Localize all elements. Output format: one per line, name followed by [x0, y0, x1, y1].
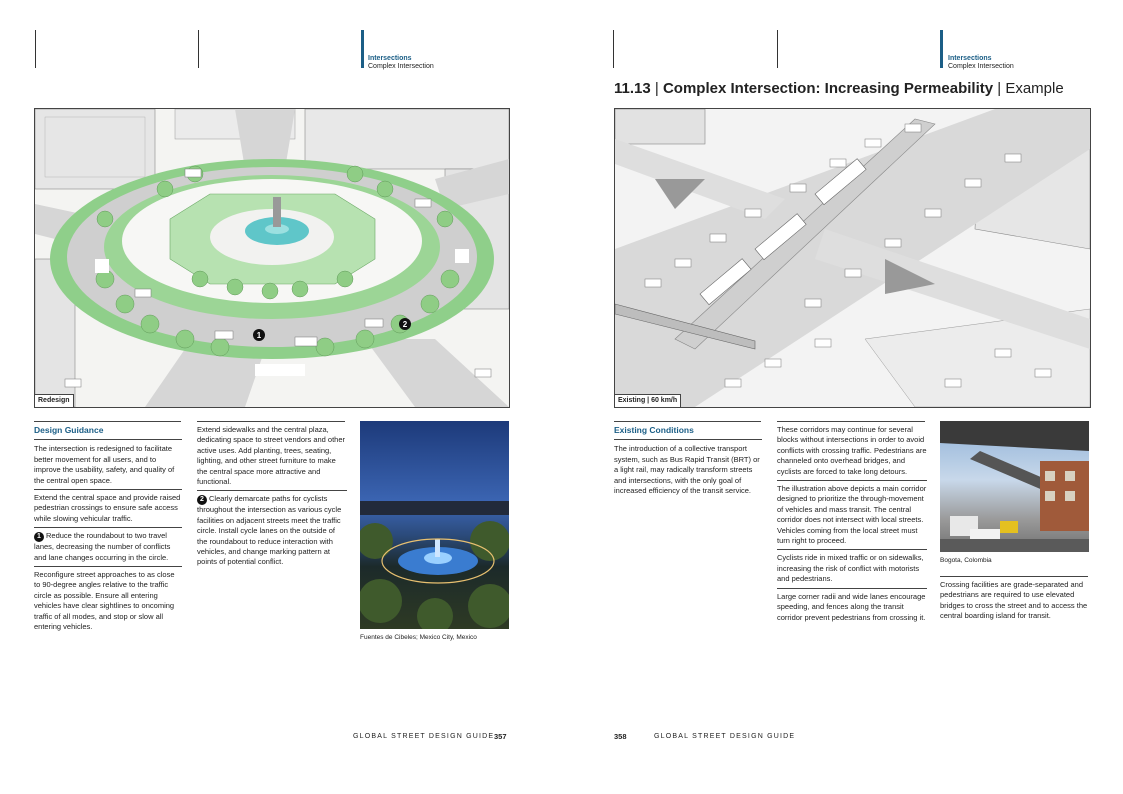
marker-2-label: 2: [402, 320, 408, 329]
existing-conditions-heading: Existing Conditions: [614, 425, 762, 440]
fountain-photo-caption: Fuentes de Cibeles; Mexico City, Mexico: [360, 634, 477, 641]
figure-tag: Existing | 60 km/h: [615, 394, 681, 407]
roundabout-drawing: [35, 109, 509, 407]
column-rule: [34, 421, 181, 422]
design-guidance-p1: The intersection is redesigned to facilitate better movement for all users, and to improve the usability, safety, and quality of the central open space.: [34, 444, 175, 485]
column-rule: [614, 421, 761, 422]
header-subsection: Complex Intersection: [948, 63, 1014, 70]
footer-title: GLOBAL STREET DESIGN GUIDE: [353, 733, 495, 740]
guidance-continued-column: [197, 425, 347, 571]
fountain-photo: [360, 421, 509, 629]
fountain-photo-art: [360, 421, 509, 629]
header-divider: [198, 30, 199, 68]
corridor-drawing: [615, 109, 1090, 407]
conditions-continued-column: [777, 425, 927, 626]
header-accent-bar: [940, 30, 943, 68]
design-guidance-p2: Extend the central space and provide raised pedestrian crossings to ensure safe access while slowing vehicular traffic.: [34, 489, 182, 527]
design-guidance-p3-text: Reduce the roundabout to two travel lanes, decreasing the number of conflicts and lane changes occurring in the circle.: [34, 531, 171, 562]
header-divider: [35, 30, 36, 68]
page-title: 11.13 | Complex Intersection: Increasing Permeability | Example: [614, 80, 1064, 97]
guidance-p5: Extend sidewalks and the central plaza, dedicating space to street vendors and other active uses. Add planting, trees, seating, lighting, and other street furniture to make the central space more attractive and functional.: [197, 425, 346, 487]
bridge-photo: [940, 421, 1089, 552]
existing-illustration: [614, 108, 1091, 408]
number-marker-1: 1: [34, 532, 44, 542]
column-rule: [197, 421, 345, 422]
header-section: Intersections: [368, 55, 412, 62]
design-guidance-p4: Reconfigure street approaches to as close to 90-degree angles relative to the traffic circle as possible. Ensure all entering vehicles have clear sightlines to oncoming traffic of all modes, and stop or slow all entering vehicles.: [34, 566, 182, 635]
existing-conditions-column: [614, 425, 762, 499]
page-number: 357: [494, 732, 507, 741]
conditions-p3: The illustration above depicts a main corridor designed to prioritize the through-movement of vehicles and mass transit. The central corridor does not intersect with local streets. Vehicles coming from the local street must turn right to proceed.: [777, 480, 927, 549]
footer-title: GLOBAL STREET DESIGN GUIDE: [654, 733, 796, 740]
design-guidance-column: [34, 425, 182, 636]
column-rule: [777, 421, 925, 422]
design-guidance-heading: Design Guidance: [34, 425, 182, 440]
title-number: 11.13: [614, 80, 651, 97]
guidance-p6: [197, 490, 347, 570]
crossing-p1: Crossing facilities are grade-separated and pedestrians are required to use elevated bridges to cross the street and to access the central boarding island for transit.: [940, 580, 1088, 621]
guidance-p6-text: Clearly demarcate paths for cyclists throughout the intersection as various cycle facilities on adjacent streets meet the traffic circle. Install cycle lanes on the outside of the roundabout to reduce interaction with vehicles, and change marking pattern at points of potential conflict.: [197, 494, 342, 567]
header-divider: [613, 30, 614, 68]
title-suffix: Example: [1005, 80, 1064, 97]
bridge-photo-art: [940, 421, 1089, 552]
existing-conditions-p1: The introduction of a collective transport system, such as Bus Rapid Transit (BRT) or a light rail, may radically transform streets and intersections, with the only goal of increased efficiency of the transit service.: [614, 444, 760, 496]
page-number: 358: [614, 732, 627, 741]
marker-1-label: 1: [256, 331, 262, 340]
title-main: Complex Intersection: Increasing Permeability: [662, 80, 994, 97]
redesign-illustration: [34, 108, 510, 408]
column-rule: [940, 576, 1088, 577]
header-accent-bar: [361, 30, 364, 68]
bridge-photo-caption: Bogota, Colombia: [940, 557, 992, 564]
conditions-p4: Cyclists ride in mixed traffic or on sidewalks, increasing the risk of conflict with motorists and pedestrians.: [777, 549, 927, 587]
design-guidance-p3: [34, 527, 182, 566]
header-divider: [777, 30, 778, 68]
header-section: Intersections: [948, 55, 992, 62]
number-marker-2: 2: [197, 495, 207, 505]
figure-tag: Redesign: [35, 394, 74, 407]
conditions-p5: Large corner radii and wide lanes encourage speeding, and fences along the transit corridor prevent pedestrians from crossing it.: [777, 588, 927, 626]
conditions-p2: These corridors may continue for several blocks without intersections in order to avoid conflicts with crossing traffic. Pedestrians are channeled onto overhead bridges, and cyclists are forced to take long detours.: [777, 425, 927, 476]
crossing-facilities-column: [940, 580, 1090, 625]
header-subsection: Complex Intersection: [368, 63, 434, 70]
